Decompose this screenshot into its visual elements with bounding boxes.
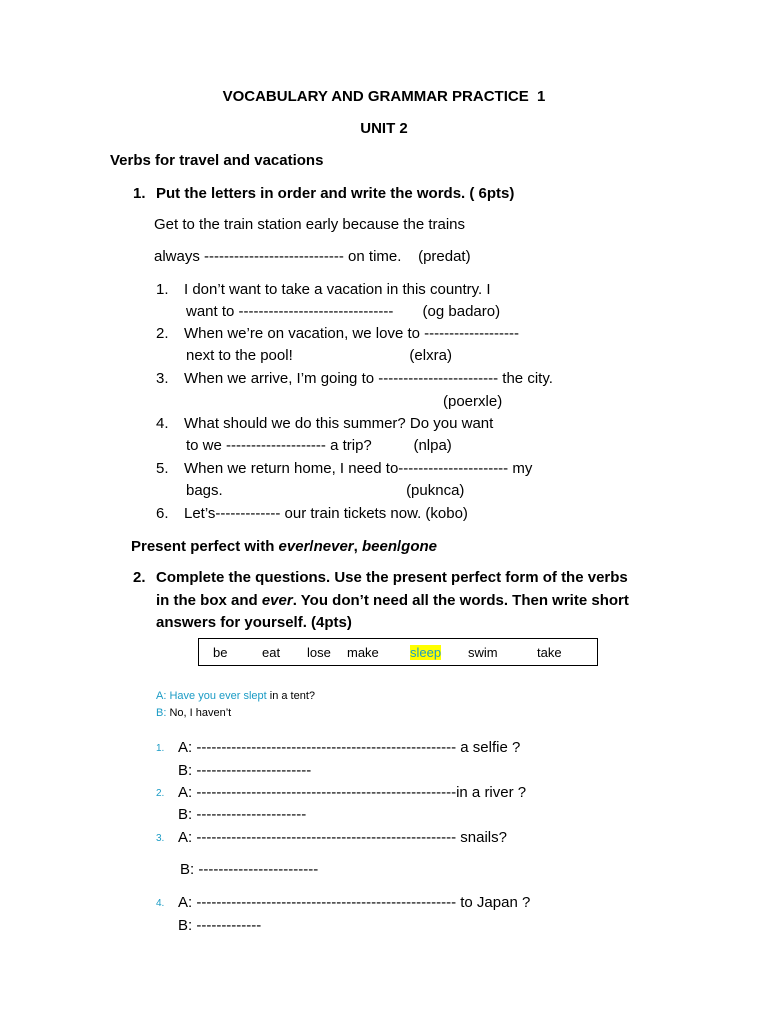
item-number: 4. <box>156 415 169 432</box>
task1-instruction: Put the letters in order and write the words. ( 6pts) <box>156 185 515 202</box>
word-eat: eat <box>262 645 281 660</box>
word-lose: lose <box>307 645 331 660</box>
task2-instruction-line1: Complete the questions. Use the present perfect form of the verbs <box>156 569 628 586</box>
question-b: B: ---------------------- <box>178 806 307 823</box>
item-text: What should we do this summer? Do you want <box>184 415 494 432</box>
item-number: 1. <box>156 281 169 298</box>
section2-heading: Present perfect with ever/never, been/gone <box>131 538 437 555</box>
question-number: 2. <box>156 788 165 799</box>
word-sleep-highlighted: sleep <box>410 645 442 660</box>
task2-instruction-line3: answers for yourself. (4pts) <box>156 614 352 631</box>
question-a: A: ----------------------------------------------------in a river ? <box>178 784 527 801</box>
question-b: B: ------------------------ <box>180 861 319 878</box>
question-b: B: ------------- <box>178 917 262 934</box>
item-text: I don’t want to take a vacation in this country. I <box>184 281 491 298</box>
task2-instruction-line2: in the box and ever. You don’t need all the words. Then write short <box>156 592 629 609</box>
item-number: 3. <box>156 370 169 387</box>
item-text: When we arrive, I’m going to ------------------------ the city. <box>184 370 553 387</box>
item-text: next to the pool! (elxra) <box>186 347 452 364</box>
item-text: When we’re on vacation, we love to ------------------- <box>184 325 520 342</box>
unit-label: UNIT 2 <box>360 120 408 137</box>
question-number: 1. <box>156 743 165 754</box>
question-a: A: ---------------------------------------------------- a selfie ? <box>178 739 521 756</box>
word-take: take <box>537 645 562 660</box>
item-number: 6. <box>156 505 169 522</box>
question-b: B: ----------------------- <box>178 762 312 779</box>
item-number: 5. <box>156 460 169 477</box>
question-number: 3. <box>156 833 165 844</box>
task2-number: 2. <box>133 569 146 586</box>
item-number: 2. <box>156 325 169 342</box>
question-a: A: ---------------------------------------------------- to Japan ? <box>178 894 531 911</box>
item-text: bags. (puknca) <box>186 482 465 499</box>
question-number: 4. <box>156 898 165 909</box>
example-answer: B: No, I haven’t <box>156 707 232 719</box>
item-text: Let’s------------- our train tickets now. (kobo) <box>184 505 468 522</box>
section1-heading: Verbs for travel and vacations <box>110 152 324 169</box>
item-text: to we -------------------- a trip? (nlpa) <box>186 437 452 454</box>
word-box <box>198 638 598 666</box>
question-a: A: ---------------------------------------------------- snails? <box>178 829 507 846</box>
word-make: make <box>347 645 379 660</box>
word-swim: swim <box>468 645 498 660</box>
example-question: A: Have you ever slept in a tent? <box>156 690 316 702</box>
word-be: be <box>213 645 228 660</box>
example-line-2: always ---------------------------- on time. (predat) <box>154 248 471 265</box>
item-text: When we return home, I need to---------------------- my <box>184 460 533 477</box>
item-text: want to ------------------------------- (og badaro) <box>186 303 501 320</box>
item-text: (poerxle) <box>443 393 503 410</box>
page-title: VOCABULARY AND GRAMMAR PRACTICE 1 <box>222 88 546 105</box>
example-line-1: Get to the train station early because the trains <box>154 216 466 233</box>
task1-number: 1. <box>133 185 146 202</box>
